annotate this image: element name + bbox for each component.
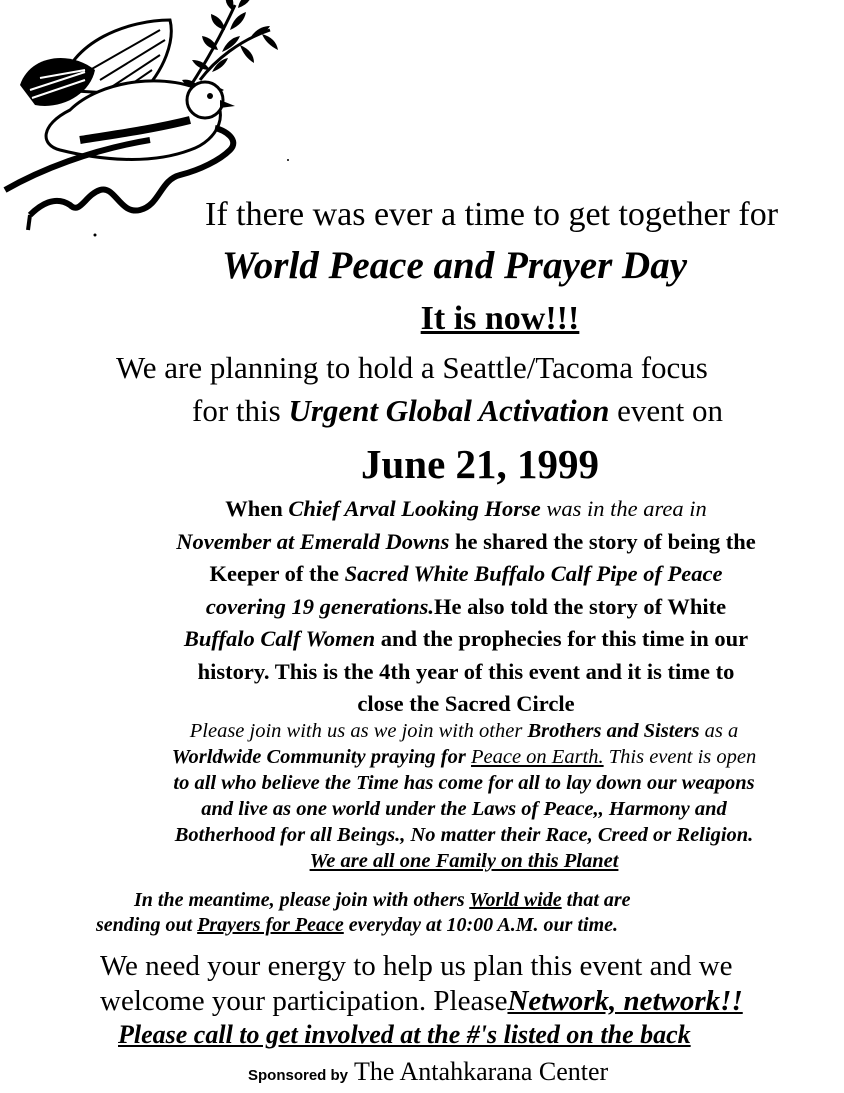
sponsor-line: Sponsored by The Antahkarana Center xyxy=(248,1057,609,1086)
story-paragraph: When Chief Arval Looking Horse was in the area in November at Emerald Downs he shared the story of being the Keeper of the Sacred White Buffalo Calf Pipe of Peace covering 19 generations.He also told the story of White Buffalo Calf Women and the prophecies for this time in our history. This is the 4th year of this event and it is time to close the Sacred Circle xyxy=(176,496,756,716)
one-family-line: We are all one Family on this Planet xyxy=(309,850,619,872)
planning-line: We are planning to hold a Seattle/Tacoma focus xyxy=(116,350,708,385)
urgent-global-activation: Urgent Global Activation xyxy=(288,393,610,428)
intro-line: If there was ever a time to get together for xyxy=(205,196,779,233)
activation-line: for this Urgent Global Activation event on xyxy=(192,393,723,428)
network-callout: Network, network!! xyxy=(507,985,743,1017)
event-title: World Peace and Prayer Day xyxy=(222,244,688,287)
energy-line: We need your energy to help us plan this event and we xyxy=(100,950,733,982)
call-to-action: Please call to get involved at the #'s listed on the back xyxy=(118,1020,691,1049)
participation-line: welcome your participation. PleaseNetwork, network!! xyxy=(100,985,743,1017)
prayer-time-paragraph: In the meantime, please join with others World wide that are sending out Prayers for Peace everyday at 10:00 A.M. our time. xyxy=(96,889,631,936)
it-is-now-heading: It is now!!! xyxy=(420,300,580,337)
event-date: June 21, 1999 xyxy=(360,441,600,487)
invitation-paragraph: Please join with us as we join with other Brothers and Sisters as a Worldwide Community praying for Peace on Earth. This event is open to all who believe the Time has come for all to lay down our weapons and live as one world under the Laws of Peace,, Harmony and Botherhood for all Beings., No matter their Race, Creed or Religion. We are all one Family on this Planet xyxy=(171,720,757,872)
sponsor-name: The Antahkarana Center xyxy=(354,1057,609,1086)
